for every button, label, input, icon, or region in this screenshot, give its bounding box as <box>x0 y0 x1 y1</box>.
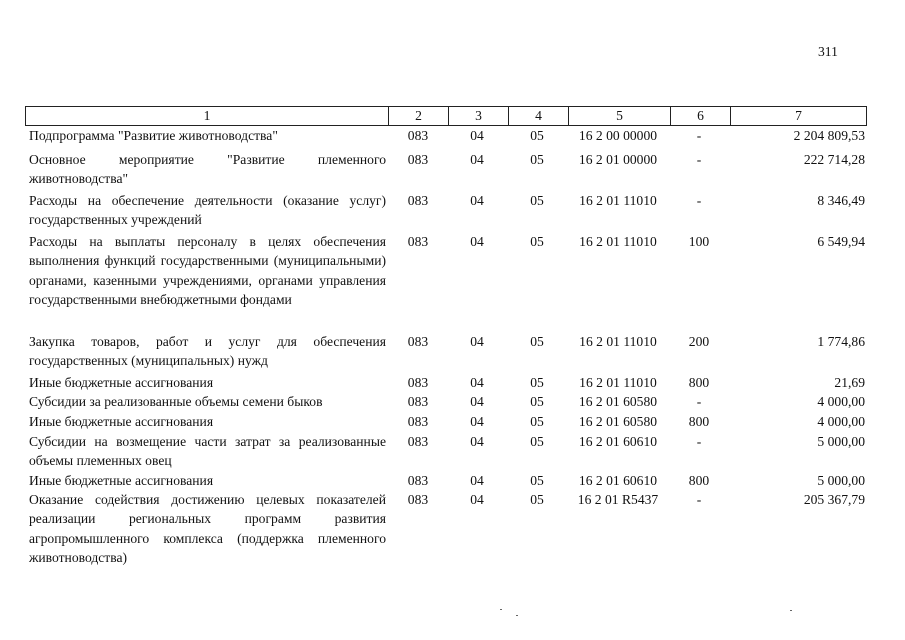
row-amount: 5 000,00 <box>817 434 865 449</box>
row-target-article: 16 2 01 60610 <box>578 473 658 488</box>
row-target-article: 16 2 01 60580 <box>578 394 658 409</box>
row-expense-type: 800 <box>688 414 710 429</box>
row-section: 04 <box>470 193 484 208</box>
row-code: 083 <box>407 375 429 390</box>
row-name: Субсидии за реализованные объемы семени быков <box>29 394 323 409</box>
row-name: Иные бюджетные ассигнования <box>29 414 214 429</box>
header-col-5: 5 <box>568 107 670 125</box>
row-amount: 1 774,86 <box>817 334 865 349</box>
row-subsection: 05 <box>530 128 544 143</box>
row-expense-type: 200 <box>688 334 710 349</box>
table-header <box>25 106 867 126</box>
row-expense-type: - <box>696 152 702 167</box>
row-subsection: 05 <box>530 234 544 249</box>
row-section: 04 <box>470 234 484 249</box>
row-amount: 205 367,79 <box>803 492 865 507</box>
row-amount: 4 000,00 <box>817 394 865 409</box>
row-expense-type: - <box>696 193 702 208</box>
row-name: Иные бюджетные ассигнования <box>29 473 214 488</box>
row-section: 04 <box>470 375 484 390</box>
header-col-2: 2 <box>388 107 448 125</box>
scan-speck <box>516 615 518 616</box>
row-code: 083 <box>407 434 429 449</box>
row-name: Закупка товаров, работ и услуг для обеспечения государственных (муниципальных) нужд <box>29 334 386 369</box>
row-expense-type: - <box>696 128 702 143</box>
row-code: 083 <box>407 152 429 167</box>
scan-speck <box>790 610 792 611</box>
row-expense-type: 800 <box>688 473 710 488</box>
row-section: 04 <box>470 334 484 349</box>
row-code: 083 <box>407 414 429 429</box>
row-code: 083 <box>407 128 429 143</box>
row-section: 04 <box>470 152 484 167</box>
row-expense-type: 100 <box>688 234 710 249</box>
row-section: 04 <box>470 492 484 507</box>
row-subsection: 05 <box>530 492 544 507</box>
row-subsection: 05 <box>530 473 544 488</box>
row-section: 04 <box>470 414 484 429</box>
row-section: 04 <box>470 434 484 449</box>
row-expense-type: - <box>696 394 702 409</box>
row-name: Подпрограмма "Развитие животноводства" <box>29 128 278 143</box>
row-subsection: 05 <box>530 434 544 449</box>
row-section: 04 <box>470 394 484 409</box>
row-subsection: 05 <box>530 152 544 167</box>
row-name: Расходы на выплаты персоналу в целях обеспечения выполнения функций государственными (муниципальными) органами, казенными учреждениями, органами управления государственными внебюджетными фондами <box>29 234 386 307</box>
row-subsection: 05 <box>530 414 544 429</box>
page-number: 311 <box>818 44 838 59</box>
row-code: 083 <box>407 394 429 409</box>
row-name: Расходы на обеспечение деятельности (оказание услуг) государственных учреждений <box>29 193 386 228</box>
row-code: 083 <box>407 492 429 507</box>
row-name: Субсидии на возмещение части затрат за реализованные объемы племенных овец <box>29 434 386 469</box>
row-target-article: 16 2 01 11010 <box>579 375 657 390</box>
header-col-6: 6 <box>670 107 730 125</box>
row-amount: 4 000,00 <box>817 414 865 429</box>
header-col-4: 4 <box>508 107 568 125</box>
row-amount: 6 549,94 <box>817 234 865 249</box>
row-amount: 2 204 809,53 <box>793 128 865 143</box>
row-expense-type: - <box>696 434 702 449</box>
row-target-article: 16 2 00 00000 <box>578 128 658 143</box>
row-target-article: 16 2 01 00000 <box>578 152 658 167</box>
row-target-article: 16 2 01 11010 <box>579 193 657 208</box>
row-subsection: 05 <box>530 334 544 349</box>
header-col-7: 7 <box>730 107 866 125</box>
row-subsection: 05 <box>530 394 544 409</box>
row-expense-type: 800 <box>688 375 710 390</box>
row-target-article: 16 2 01 60610 <box>578 434 658 449</box>
row-code: 083 <box>407 193 429 208</box>
row-code: 083 <box>407 234 429 249</box>
row-amount: 222 714,28 <box>803 152 865 167</box>
row-amount: 8 346,49 <box>817 193 865 208</box>
row-target-article: 16 2 01 11010 <box>579 234 657 249</box>
row-name: Оказание содействия достижению целевых показателей реализации региональных программ развития агропромышленного комплекса (поддержка племенного животноводства) <box>29 492 386 565</box>
row-amount: 21,69 <box>834 375 865 390</box>
row-amount: 5 000,00 <box>817 473 865 488</box>
row-section: 04 <box>470 473 484 488</box>
row-code: 083 <box>407 334 429 349</box>
row-name: Иные бюджетные ассигнования <box>29 375 214 390</box>
row-name: Основное мероприятие "Развитие племенного животноводства" <box>29 152 386 187</box>
row-subsection: 05 <box>530 375 544 390</box>
header-col-3: 3 <box>448 107 508 125</box>
row-target-article: 16 2 01 11010 <box>579 334 657 349</box>
header-col-1: 1 <box>203 108 211 123</box>
row-target-article: 16 2 01 R5437 <box>577 492 659 507</box>
row-expense-type: - <box>696 492 702 507</box>
row-code: 083 <box>407 473 429 488</box>
scan-speck <box>500 609 502 610</box>
row-subsection: 05 <box>530 193 544 208</box>
row-target-article: 16 2 01 60580 <box>578 414 658 429</box>
row-section: 04 <box>470 128 484 143</box>
